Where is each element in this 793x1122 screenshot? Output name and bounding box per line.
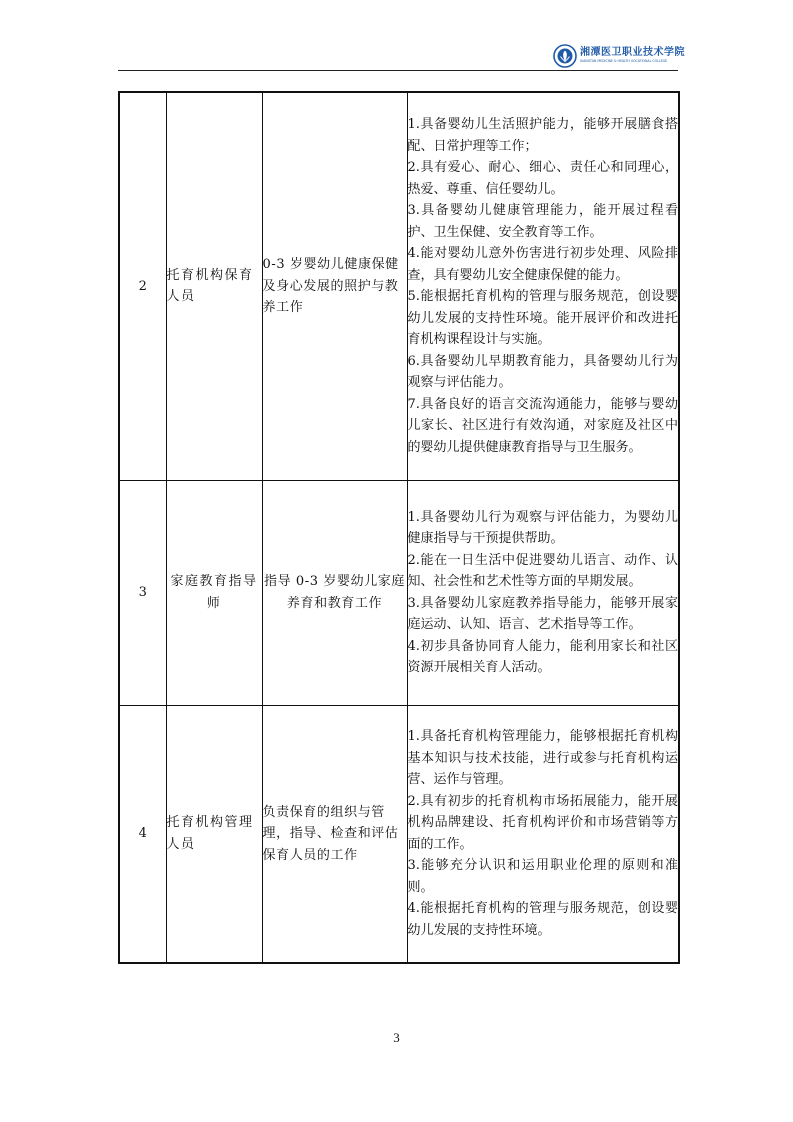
ability-item: 1.具备托育机构管理能力，能够根据托育机构基本知识与技术技能，进行或参与托育机构运营、运作与管理。 [407,729,678,788]
school-emblem-icon [553,44,577,68]
ability-item: 1.具备婴幼儿行为观察与评估能力，为婴幼儿健康指导与干预提供帮助。 [407,509,678,546]
job-ability-table [118,91,680,964]
page-number: 3 [393,1030,400,1045]
row-number: 3 [119,480,166,705]
ability-item: 3.能够充分认识和运用职业伦理的原则和准则。 [407,858,678,895]
ability-item: 4.能根据托育机构的管理与服务规范，创设婴幼儿发展的支持性环境。 [407,901,678,938]
ability-list [407,480,679,705]
table-row [119,480,679,705]
school-logo [553,44,685,68]
job-title: 托育机构管理人员 [166,705,262,963]
table-row [119,92,679,480]
ability-item: 1.具备婴幼儿生活照护能力，能够开展膳食搭配、日常护理等工作； [407,117,678,154]
ability-item: 2.能在一日生活中促进婴幼儿语言、动作、认知、社会性和艺术性等方面的早期发展。 [407,552,678,589]
job-title: 托育机构保育人员 [166,92,262,480]
ability-item: 7.具备良好的语言交流沟通能力，能够与婴幼儿家长、社区进行有效沟通，对家庭及社区中的婴幼儿提供健康教育指导与卫生服务。 [407,396,678,455]
row-number: 2 [119,92,166,480]
ability-list [407,92,679,480]
header-rule [118,70,678,71]
ability-item: 3.具备婴幼儿家庭教养指导能力，能够开展家庭运动、认知、语言、艺术指导等工作。 [407,595,678,632]
job-duty: 负责保育的组织与管理，指导、检查和评估保育人员的工作 [262,705,407,963]
ability-item: 5.能根据托育机构的管理与服务规范，创设婴幼儿发展的支持性环境。能开展评价和改进托育机构课程设计与实施。 [407,289,678,348]
ability-list [407,705,679,963]
job-duty: 指导 0-3 岁婴幼儿家庭养育和教育工作 [262,480,407,705]
row-number: 4 [119,705,166,963]
logo-text [580,48,685,63]
ability-item: 6.具备婴幼儿早期教育能力，具备婴幼儿行为观察与评估能力。 [407,353,678,391]
table-row [119,705,679,963]
ability-item: 4.初步具备协同育人能力，能利用家长和社区资源开展相关育人活动。 [407,638,678,675]
job-duty: 0-3 岁婴幼儿健康保健及身心发展的照护与教养工作 [262,92,407,480]
school-name: 湘潭医卫职业技术学院 [580,47,685,59]
ability-item: 2.具有爱心、耐心、细心、责任心和同理心，热爱、尊重、信任婴幼儿。 [407,160,678,197]
school-name-en: XIANGTAN MEDICINE & HEALTH VOCATIONAL COLLEGE [580,59,668,64]
ability-item: 2.具有初步的托育机构市场拓展能力，能开展机构品牌建设、托育机构评价和市场营销等方面的工作。 [407,793,678,852]
ability-item: 3.具备婴幼儿健康管理能力，能开展过程看护、卫生保健、安全教育等工作。 [407,203,678,240]
job-title: 家庭教育指导师 [166,480,262,705]
ability-item: 4.能对婴幼儿意外伤害进行初步处理、风险排查，具有婴幼儿安全健康保健的能力。 [407,246,678,283]
